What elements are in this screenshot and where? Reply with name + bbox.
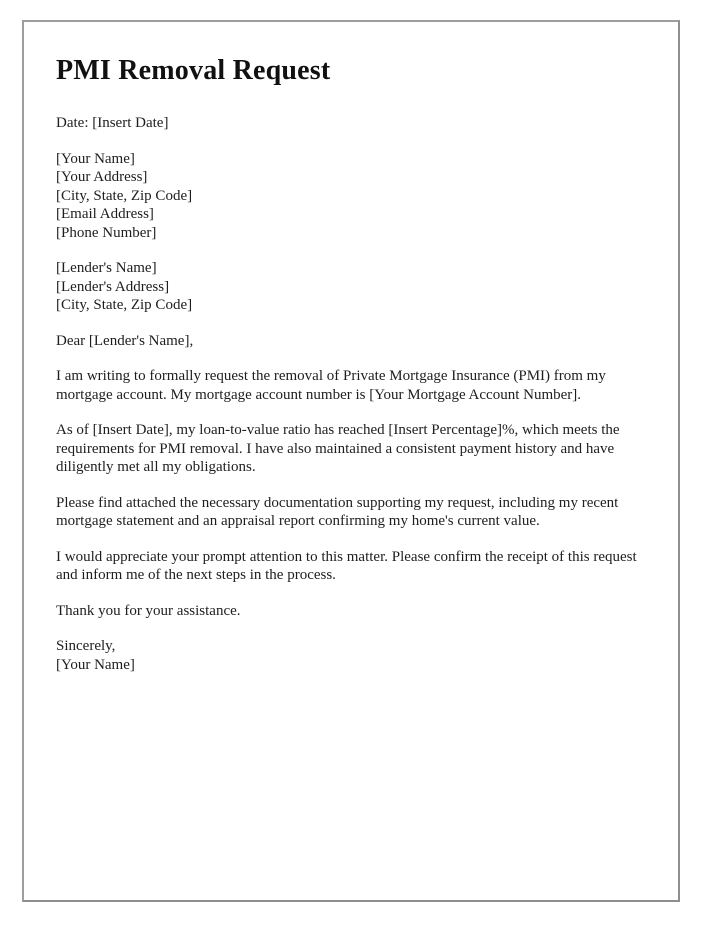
lender-city-line: [City, State, Zip Code] [56, 297, 193, 313]
closing-signature-name: [Your Name] [56, 656, 135, 673]
closing-sincerely: Sincerely, [56, 638, 116, 654]
sender-address-line: [Your Address] [56, 169, 148, 185]
sender-phone-line: [Phone Number] [56, 224, 157, 241]
sender-city-line: [City, State, Zip Code] [56, 187, 193, 204]
lender-address-line: [Lender's Address] [56, 278, 170, 295]
letter-page [22, 20, 680, 902]
letter-content [24, 22, 678, 674]
paragraph-ltv-ratio: As of [Insert Date], my loan-to-value ratio has reached [Insert Percentage]%, which meets the requirements for PMI removal. I have also maintained a consistent payment history and have diligently met all my obligations. [56, 422, 620, 475]
paragraph-request: I am writing to formally request the removal of Private Mortgage Insurance (PMI) from my mortgage account. My mortgage account number is [Your Mortgage Account Number]. [56, 368, 606, 403]
salutation-block [56, 332, 648, 351]
paragraph-prompt-attention: I would appreciate your prompt attention to this matter. Please confirm the receipt of this request and inform me of the next steps in the process. [56, 548, 637, 583]
salutation: Dear [Lender's Name], [56, 332, 194, 349]
sender-address-block [56, 150, 648, 243]
lender-name-line: [Lender's Name] [56, 260, 157, 276]
date-line-block [56, 114, 648, 133]
date-line: Date: [Insert Date] [56, 115, 169, 131]
paragraph-thanks: Thank you for your assistance. [56, 602, 241, 619]
closing-block [56, 637, 648, 674]
sender-name-line: [Your Name] [56, 150, 135, 167]
paragraph-documentation: Please find attached the necessary documentation supporting my request, including my recent mortgage statement and an appraisal report confirming my home's current value. [56, 494, 619, 529]
sender-email-line: [Email Address] [56, 206, 154, 222]
letter-title: PMI Removal Request [56, 55, 331, 86]
recipient-address-block [56, 259, 648, 315]
